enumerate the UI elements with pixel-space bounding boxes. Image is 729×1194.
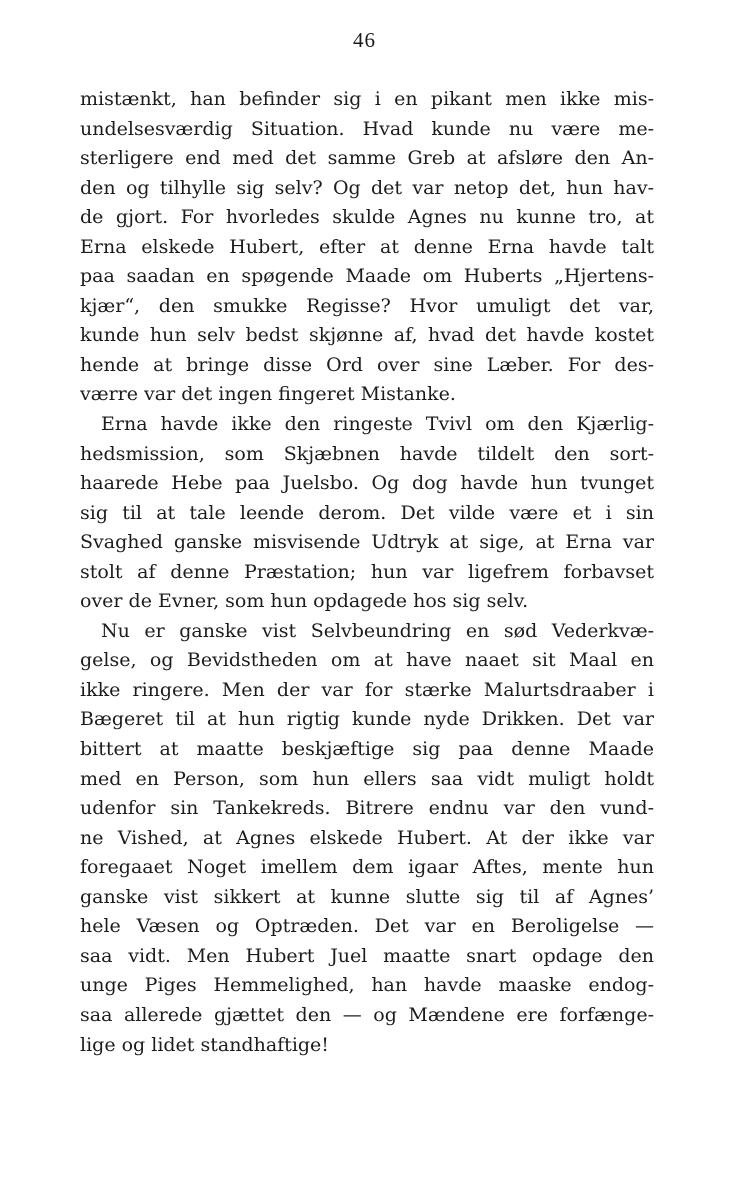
paragraph-end-line: lige og lidet standhaftige! [80, 1033, 329, 1056]
text-line: paa saadan en spøgende Maade om Huberts „Hjertens- [80, 265, 654, 288]
paragraph-start-line: Nu er ganske vist Selvbeundring en sød Vederkvæ- [101, 619, 654, 642]
text-line: bittert at maatte beskjæftige sig paa denne Maade [80, 738, 654, 761]
text-line: kunde hun selv bedst skjønne af, hvad det havde kostet [80, 324, 654, 347]
text-line: kjær“, den smukke Regisse? Hvor umuligt det var, [80, 294, 654, 317]
paragraph-start-line: Erna havde ikke den ringeste Tvivl om den Kjærlig- [101, 413, 654, 436]
text-line: udenfor sin Tankekreds. Bitrere endnu var den vund- [80, 797, 654, 820]
text-line: undelsesværdig Situation. Hvad kunde nu være me- [80, 117, 654, 140]
paragraph-end-line: over de Evner, som hun opdagede hos sig selv. [80, 590, 529, 613]
text-line: mistænkt, han befinder sig i en pikant men ikke mis- [80, 88, 654, 110]
text-line: ikke ringere. Men der var for stærke Malurtsdraaber i [80, 678, 654, 701]
text-line: stolt af denne Præstation; hun var ligefrem forbavset [80, 560, 654, 583]
text-line: med en Person, som hun ellers saa vidt muligt holdt [80, 767, 654, 790]
text-line: den og tilhylle sig selv? Og det var netop det, hun hav- [80, 176, 654, 199]
text-line: foregaaet Noget imellem dem igaar Aftes, mente hun [80, 856, 654, 879]
text-line: haarede Hebe paa Juelsbo. Og dog havde hun tvunget [80, 472, 654, 495]
text-line: hedsmission, som Skjæbnen havde tildelt den sort- [80, 442, 654, 465]
text-line: hende at bringe disse Ord over sine Læber. For des- [80, 353, 654, 376]
text-line: Bægeret til at hun rigtig kunde nyde Drikken. Det var [80, 708, 654, 731]
text-line: ganske vist sikkert at kunne slutte sig til af Agnes’ [80, 885, 654, 908]
body-text [80, 85, 654, 1060]
text-line: de gjort. For hvorledes skulde Agnes nu kunne tro, at [80, 206, 654, 229]
page-number: 46 [353, 28, 376, 52]
text-line: sig til at tale leende derom. Det vilde være et i sin [80, 501, 654, 524]
text-line: saa vidt. Men Hubert Juel maatte snart opdage den [80, 944, 654, 967]
paragraph-end-line: værre var det ingen fingeret Mistanke. [80, 383, 456, 406]
text-line: gelse, og Bevidstheden om at have naaet sit Maal en [80, 649, 654, 672]
text-line: Svaghed ganske misvisende Udtryk at sige, at Erna var [80, 531, 654, 554]
text-line: saa allerede gjættet den — og Mændene ere forfænge- [80, 1003, 654, 1026]
text-line: Erna elskede Hubert, efter at denne Erna havde talt [80, 235, 654, 258]
text-line: hele Væsen og Optræden. Det var en Beroligelse — [80, 915, 654, 938]
text-line: ne Vished, at Agnes elskede Hubert. At der ikke var [80, 826, 654, 849]
text-line: sterligere end med det samme Greb at afsløre den An- [80, 147, 654, 170]
text-line: unge Piges Hemmelighed, han havde maaske endog- [80, 974, 654, 997]
